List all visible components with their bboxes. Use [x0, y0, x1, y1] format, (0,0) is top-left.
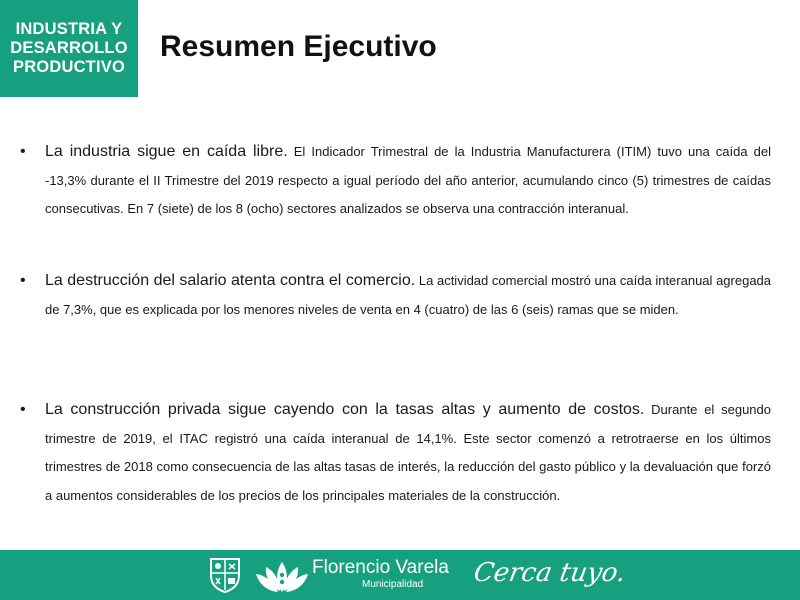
bullet-marker: • — [20, 401, 26, 418]
summary-body: El Indicador Trimestral de la Industria Manufacturera (ITIM) tuvo una caída del -13,3% durante el II Trimestre del 2019 respecto a igual período del año anterior, acumulando cinco (5) trimestres de caídas consecutivas. En 7 (siete) de los 8 (ocho) sectores analizados se observa una contracción interanual. — [45, 144, 771, 216]
footer-bar — [0, 550, 800, 600]
bullet-marker: • — [20, 143, 26, 160]
footer-slogan: Cerca tuyo. — [471, 558, 629, 588]
summary-paragraph — [45, 267, 771, 324]
summary-paragraph — [45, 138, 771, 224]
footer-brand-subtitle: Municipalidad — [362, 579, 424, 590]
summary-body: La actividad comercial mostró una caída interanual agregada de 7,3%, que es explicada por los menores niveles de venta en 4 (cuatro) de las 6 (seis) ramas que se miden. — [45, 273, 772, 317]
summary-lead: La construcción privada sigue cayendo con la tasas altas y aumento de costos. — [45, 401, 645, 418]
badge-line-3: PRODUCTIVO — [12, 58, 125, 76]
flower-logo-icon — [254, 556, 310, 599]
badge-line-1: INDUSTRIA Y — [15, 20, 123, 38]
section-badge — [0, 0, 138, 97]
municipal-shield-icon — [208, 556, 242, 599]
bullet-marker: • — [20, 272, 26, 289]
summary-lead: La industria sigue en caída libre. — [45, 143, 288, 160]
summary-body: Durante el segundo trimestre de 2019, el ITAC registró una caída interanual de 14,1%. Este sector comenzó a retrotraerse en los últimos trimestres de 2018 como consecuencia de las altas tasas de interés, la reducción del gasto público y la devaluación que forzó a aumentos considerables de los precios de los principales materiales de la construcción. — [45, 402, 771, 503]
page-title: Resumen Ejecutivo — [160, 30, 437, 63]
badge-line-2: DESARROLLO — [10, 39, 128, 57]
summary-paragraph — [45, 396, 771, 510]
footer-brand-name: Florencio Varela — [312, 557, 449, 578]
summary-lead: La destrucción del salario atenta contra el comercio. — [45, 272, 416, 289]
